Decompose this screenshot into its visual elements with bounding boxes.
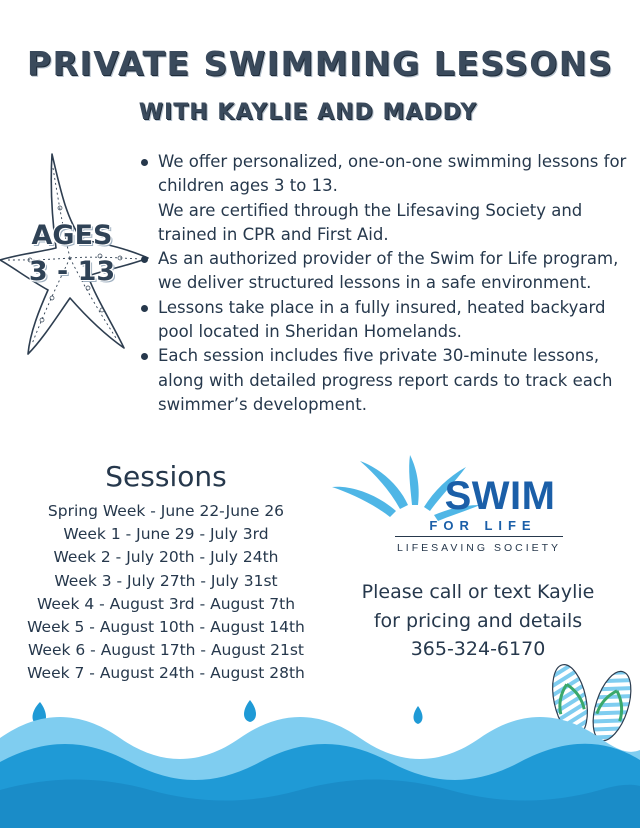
page-subtitle: WITH KAYLIE AND MADDY xyxy=(138,100,478,125)
sessions-heading: Sessions xyxy=(105,460,227,493)
sessions-list xyxy=(10,500,322,686)
session-item: Week 5 - August 10th - August 14th xyxy=(27,618,305,637)
ages-badge-line2: 3 - 13 xyxy=(28,256,116,287)
bullet-item: We offer personalized, one-on-one swimming lessons for children ages 3 to 13. xyxy=(136,150,628,199)
session-item: Week 4 - August 3rd - August 7th xyxy=(36,594,296,613)
logo-swim-text: SWIM xyxy=(444,474,556,518)
water-waves-decoration xyxy=(0,690,640,828)
session-item: Week 7 - August 24th - August 28th xyxy=(27,664,305,683)
contact-line2: for pricing and details xyxy=(373,609,583,632)
contact-line1: Please call or text Kaylie xyxy=(361,581,595,603)
ages-badge xyxy=(16,218,128,290)
session-item: Week 2 - July 20th - July 24th xyxy=(53,548,279,567)
session-item: Week 1 - June 29 - July 3rd xyxy=(63,525,269,544)
contact-phone: 365-324-6170 xyxy=(410,638,546,660)
info-bullet-list xyxy=(136,150,628,417)
logo-for-life-text: FOR LIFE xyxy=(429,518,537,533)
session-item: Week 6 - August 17th - August 21st xyxy=(28,641,304,660)
logo-divider xyxy=(395,536,563,537)
bullet-item: Lessons take place in a fully insured, heated backyard pool located in Sheridan Homelands. xyxy=(136,296,628,345)
bullet-item: As an authorized provider of the Swim for Life program, we deliver structured lessons in a safe environment. xyxy=(136,247,628,296)
bullet-item: We are certified through the Lifesaving Society and trained in CPR and First Aid. xyxy=(158,200,583,244)
page-title: PRIVATE SWIMMING LESSONS xyxy=(26,44,614,83)
session-item: Spring Week - June 22-June 26 xyxy=(47,502,285,520)
logo-society-text: LIFESAVING SOCIETY xyxy=(396,542,562,554)
ages-badge-line1: AGES xyxy=(31,220,113,251)
session-item: Week 3 - July 27th - July 31st xyxy=(54,571,278,590)
bullet-item: Each session includes five private 30-minute lessons, along with detailed progress report cards to track each swimmer’s development. xyxy=(136,344,628,417)
